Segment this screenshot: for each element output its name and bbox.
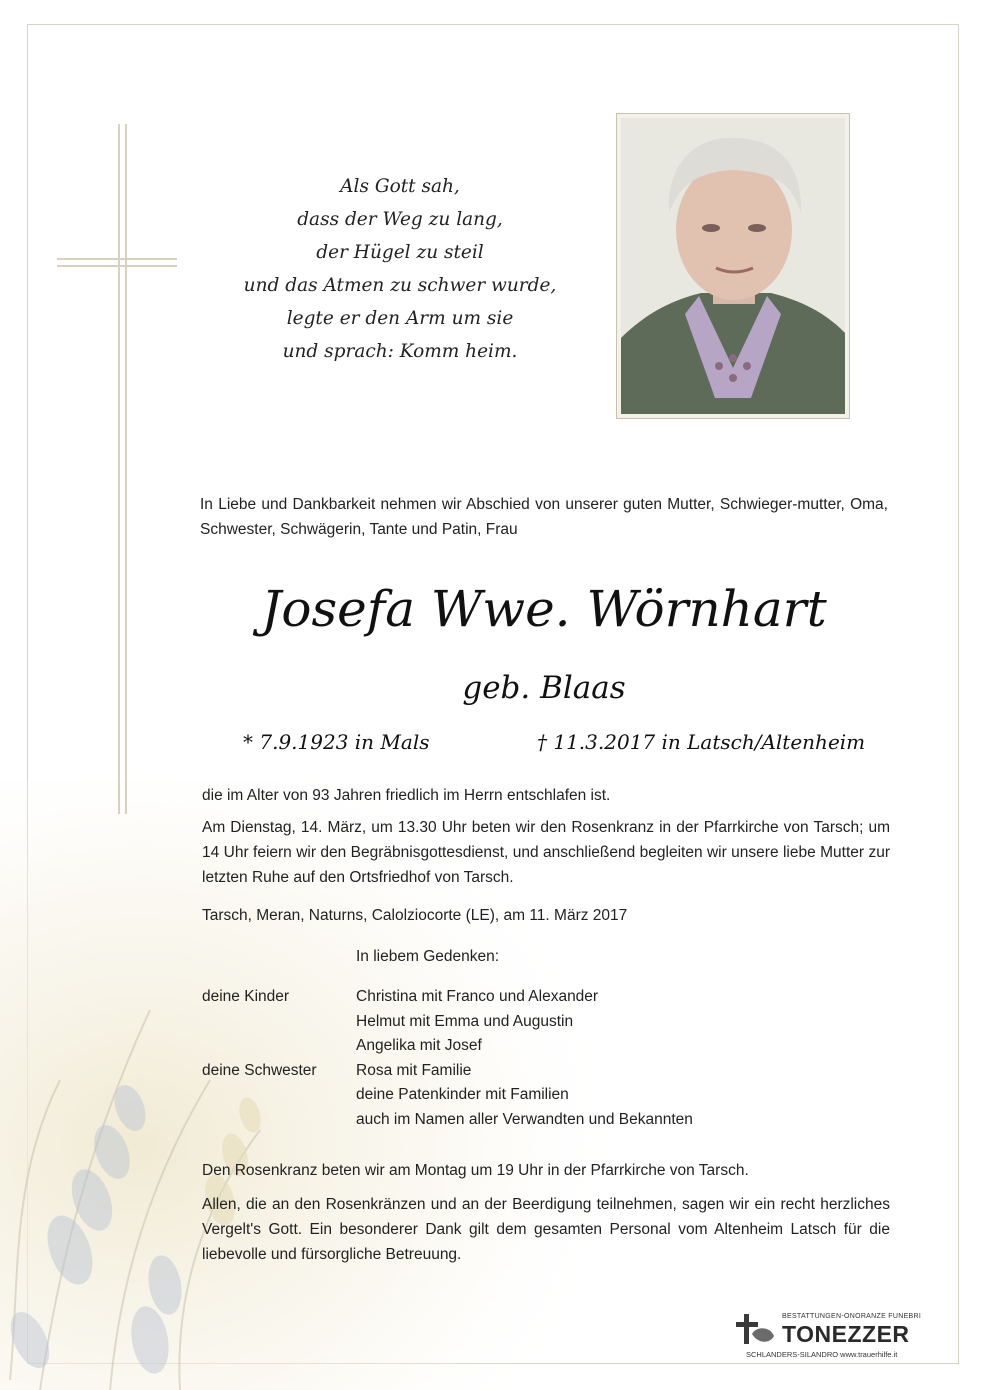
funeral-text: Am Dienstag, 14. März, um 13.30 Uhr beten wir den Rosenkranz in der Pfarrkirche von Tarsch; um 14 Uhr feiern wir den Begräbnisgottesdienst, und anschließend begleiten wir unsere liebe Mutter zur letzten Ruhe auf den Ortsfriedhof von Tarsch. [202, 819, 890, 886]
poem-line: dass der Weg zu lang, [297, 209, 503, 230]
list-item [202, 985, 693, 1010]
rosary-text: Den Rosenkranz beten wir am Montag um 19 Uhr in der Pfarrkirche von Tarsch. [202, 1162, 749, 1179]
list-item [202, 1010, 693, 1035]
intro-text: In Liebe und Dankbarkeit nehmen wir Abschied von unserer guten Mutter, Schwieger-mutter, Oma, Schwester, Schwägerin, Tante und Patin, Frau [200, 496, 888, 538]
mourner-name: Christina mit Franco und Alexander [356, 988, 599, 1005]
portrait-photo [621, 118, 845, 414]
birth-date: * 7.9.1923 in Mals [243, 730, 430, 754]
poem-line: Als Gott sah, [340, 176, 460, 197]
birth-name: geb. Blaas [462, 670, 626, 706]
poem-line: und sprach: Komm heim. [282, 341, 518, 362]
cross-icon-vertical-line [125, 124, 127, 814]
mourner-group-label: deine Schwester [202, 1061, 317, 1079]
list-item [202, 1083, 693, 1108]
list-item [202, 1108, 693, 1133]
deceased-name: Josefa Wwe. Wörnhart [261, 580, 827, 638]
memory-heading: In liebem Gedenken: [356, 948, 500, 965]
poem-line: legte er den Arm um sie [286, 308, 514, 329]
age-text: die im Alter von 93 Jahren friedlich im Herrn entschlafen ist. [202, 787, 611, 804]
place-date: Tarsch, Meran, Naturns, Calolziocorte (LE), am 11. März 2017 [202, 907, 628, 924]
mourners-list [202, 985, 693, 1132]
cross-icon-horizontal-line [57, 265, 177, 267]
mourner-name: Helmut mit Emma und Augustin [356, 1012, 574, 1030]
logo-name: TONEZZER [782, 1321, 910, 1347]
cross-icon-vertical-line [118, 124, 120, 814]
death-date: † 11.3.2017 in Latsch/Altenheim [537, 730, 866, 754]
logo-subtitle: BESTATTUNGEN-ONORANZE FUNEBRI [782, 1313, 922, 1320]
memorial-poem [220, 170, 580, 368]
mourner-name: deine Patenkinder mit Familien [356, 1086, 569, 1103]
list-item [202, 1059, 693, 1084]
mourner-name: Rosa mit Familie [356, 1061, 472, 1079]
list-item [202, 1034, 693, 1059]
mourner-name: Angelika mit Josef [356, 1037, 482, 1054]
cross-icon-horizontal-line [57, 258, 177, 260]
poem-line: der Hügel zu steil [316, 242, 484, 263]
logo-footer: SCHLANDERS-SILANDRO www.trauerhilfe.it [746, 1350, 898, 1359]
portrait-photo-frame [616, 113, 850, 419]
mourner-group-label: deine Kinder [202, 988, 290, 1005]
thanks-text: Allen, die an den Rosenkränzen und an der Beerdigung teilnehmen, sagen wir ein recht herzliches Vergelt's Gott. Ein besonderer Dank gilt dem gesamten Personal vom Altenheim Latsch für die liebevolle und fürsorgliche Betreuung. [202, 1196, 890, 1263]
poem-line: und das Atmen zu schwer wurde, [243, 275, 557, 296]
mourner-name: auch im Namen aller Verwandten und Bekannten [356, 1110, 693, 1128]
